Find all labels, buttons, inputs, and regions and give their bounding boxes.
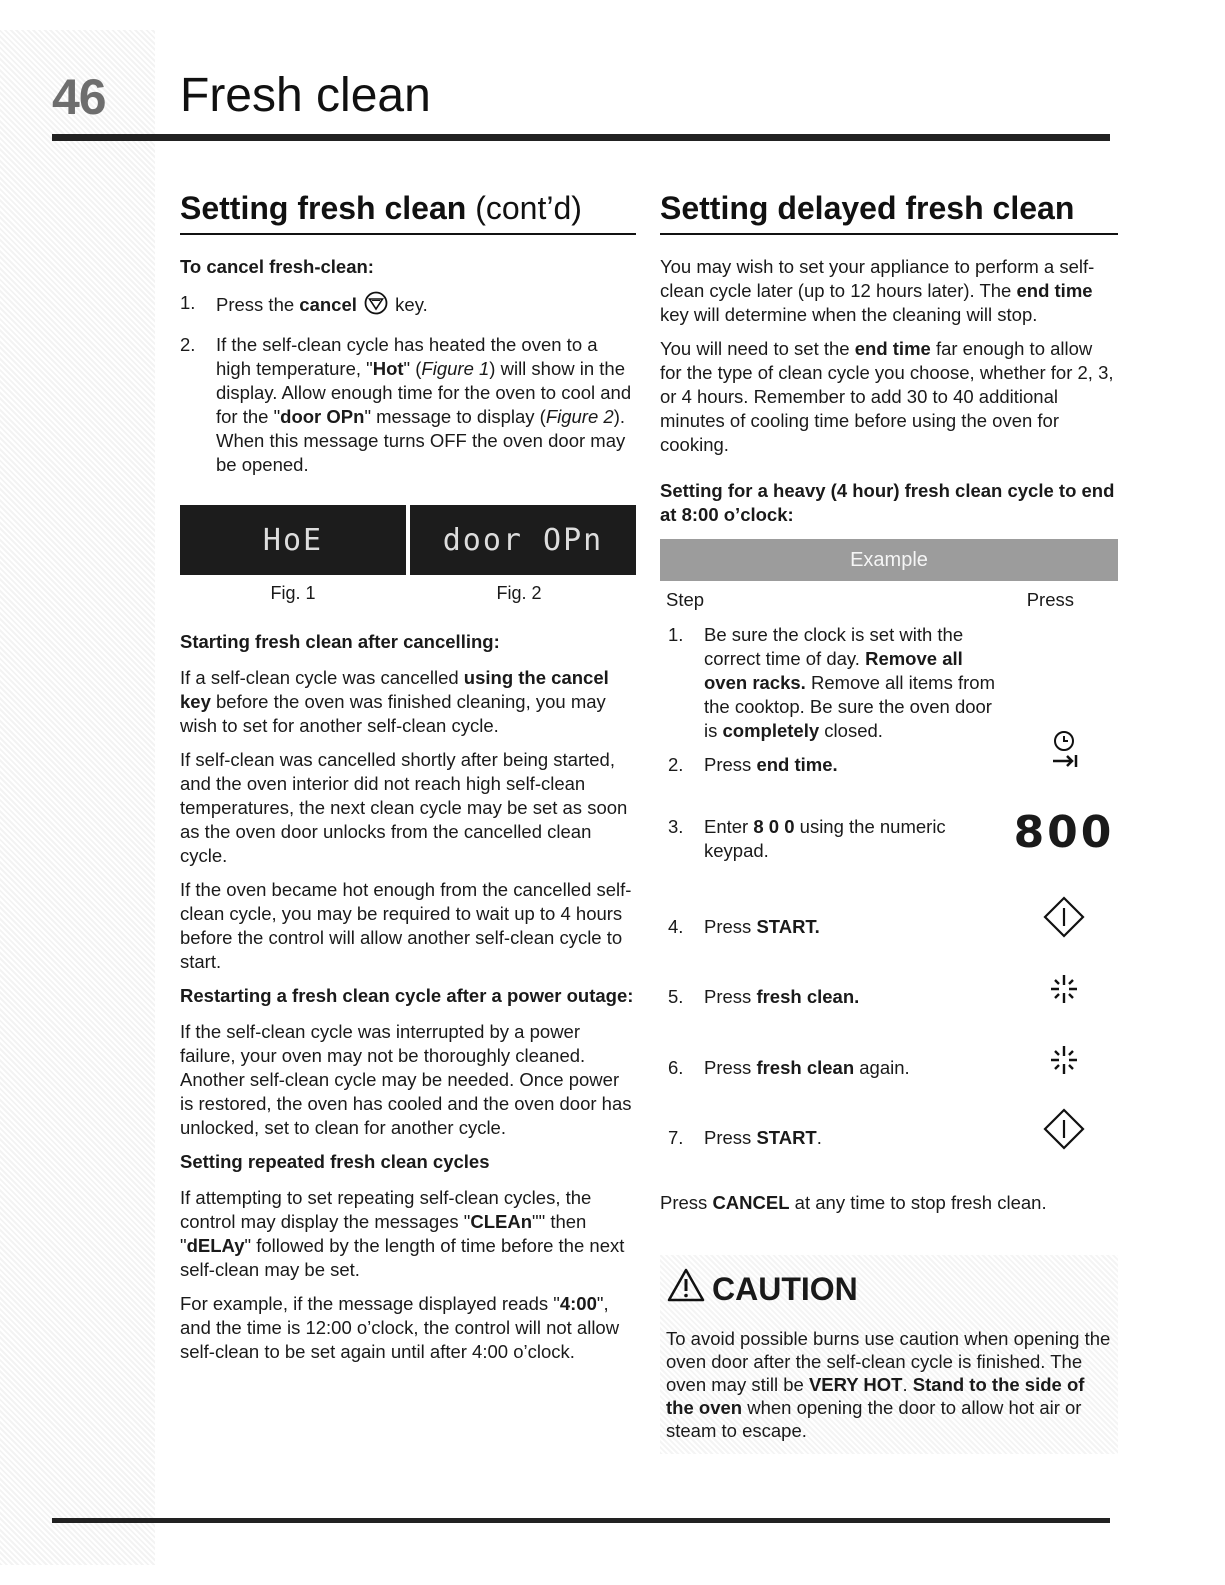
caution-box: [660, 1255, 1118, 1454]
start-key-icon: [1010, 895, 1118, 944]
step-6: 6. Press fresh clean again.: [668, 1057, 910, 1078]
restarting-paragraph: If the self-clean cycle was interrupted by a power failure, your oven may not be thoroughly cleaned. Another self-clean cycle may be needed. Once power is restored, the oven has cooled and the oven door has unlocked, set to clean for another cycle.: [180, 1021, 632, 1138]
page-number: 46: [52, 69, 106, 125]
right-section-title: Setting delayed fresh clean: [660, 190, 1118, 235]
end-time-key-icon: [1010, 727, 1118, 776]
display-hot: HoE: [180, 505, 406, 575]
figure-captions: [180, 583, 636, 604]
fresh-clean-key-icon-2: [1010, 1044, 1118, 1081]
delay-intro: You may wish to set your appliance to perform a self-clean cycle later (up to 12 hours later). The end time key will determine when the cleaning will stop.: [660, 256, 1095, 325]
step-4: 4. Press START.: [668, 916, 820, 937]
caption-fig-1: Fig. 1: [270, 583, 316, 603]
step-1: 1. Be sure the clock is set with the correct time of day. Remove all oven racks. Remove all items from the cooktop. Be sure the oven door is completely closed.: [668, 624, 995, 741]
press-value-800: 800: [1013, 807, 1115, 858]
restarting-heading: Restarting a fresh clean cycle after a power outage:: [180, 985, 634, 1006]
cancel-note: Press CANCEL at any time to stop fresh clean.: [660, 1192, 1047, 1213]
display-door-open: door OPn: [410, 505, 636, 575]
starting-paragraph-3: If the oven became hot enough from the cancelled self-clean cycle, you may be required to wait up to 4 hours before the control will allow another self-clean cycle to start.: [180, 879, 632, 972]
oven-displays: [180, 505, 636, 575]
caption-fig-2: Fig. 2: [496, 583, 542, 603]
start-key-icon-2: [1010, 1107, 1118, 1156]
starting-heading: Starting fresh clean after cancelling:: [180, 631, 500, 652]
repeated-heading: Setting repeated fresh clean cycles: [180, 1151, 490, 1172]
heavy-cycle-heading: Setting for a heavy (4 hour) fresh clean cycle to end at 8:00 o’clock:: [660, 480, 1115, 525]
col-step-label: Step: [666, 589, 705, 610]
example-bar: Example: [660, 539, 1118, 581]
example-steps: [660, 623, 1118, 1183]
caution-title: CAUTION: [666, 1267, 1112, 1311]
delay-paragraph-2: You will need to set the end time far enough to allow for the type of clean cycle you choose, whether for 2, 3, or 4 hours. Remember to add 30 to 40 additional minutes of cooling time before using the oven for cooking.: [660, 338, 1114, 455]
footer-rule: [52, 1518, 1110, 1523]
caution-text: To avoid possible burns use caution when opening the oven door after the self-clean cycle is finished. The oven may still be VERY HOT. Stand to the side of the oven when opening the door to allow hot air or steam to escape.: [666, 1328, 1111, 1441]
left-section-title: Setting fresh clean (cont’d): [180, 190, 636, 235]
step-7: 7. Press START.: [668, 1127, 822, 1148]
cancel-step-1: 1. Press the cancel key.: [180, 291, 636, 321]
cancel-heading: To cancel fresh-clean:: [180, 256, 374, 277]
left-column: [180, 190, 636, 1374]
step-2: 2. Press end time.: [668, 754, 838, 775]
step-5: 5. Press fresh clean.: [668, 986, 860, 1007]
repeated-paragraph-2: For example, if the message displayed reads "4:00", and the time is 12:00 o’clock, the control will not allow self-clean to be set again until after 4:00 o’clock.: [180, 1293, 620, 1362]
col-press-label: Press: [1026, 589, 1074, 610]
step-press-header: [660, 581, 1118, 611]
left-margin-pattern: [0, 30, 155, 1565]
page-title: Fresh clean: [180, 69, 431, 122]
starting-paragraph-1: If a self-clean cycle was cancelled using the cancel key before the oven was finished cleaning, you may wish to set for another self-clean cycle.: [180, 667, 609, 736]
header-rule: [52, 134, 1110, 141]
cancel-step-2: 2. If the self-clean cycle has heated the oven to a high temperature, "Hot" (Figure 1) will show in the display. Allow enough time for the oven to cool and for the "door OPn" message to display (Figure 2). When this message turns OFF the oven door may be opened.: [180, 334, 632, 475]
repeated-paragraph-1: If attempting to set repeating self-clean cycles, the control may display the messages "CLEAn"" then "dELAy" followed by the length of time before the next self-clean may be set.: [180, 1187, 625, 1280]
step-3: 3. Enter 8 0 0 using the numeric keypad.: [668, 816, 946, 861]
right-column: [660, 190, 1118, 1454]
warning-triangle-icon: [666, 1267, 712, 1311]
cancel-key-icon: [364, 291, 388, 321]
fresh-clean-key-icon: [1010, 973, 1118, 1010]
starting-paragraph-2: If self-clean was cancelled shortly after being started, and the oven interior did not reach high self-clean temperatures, the next clean cycle may be set as soon as the oven door unlocks from the cancelled clean cycle.: [180, 749, 628, 866]
